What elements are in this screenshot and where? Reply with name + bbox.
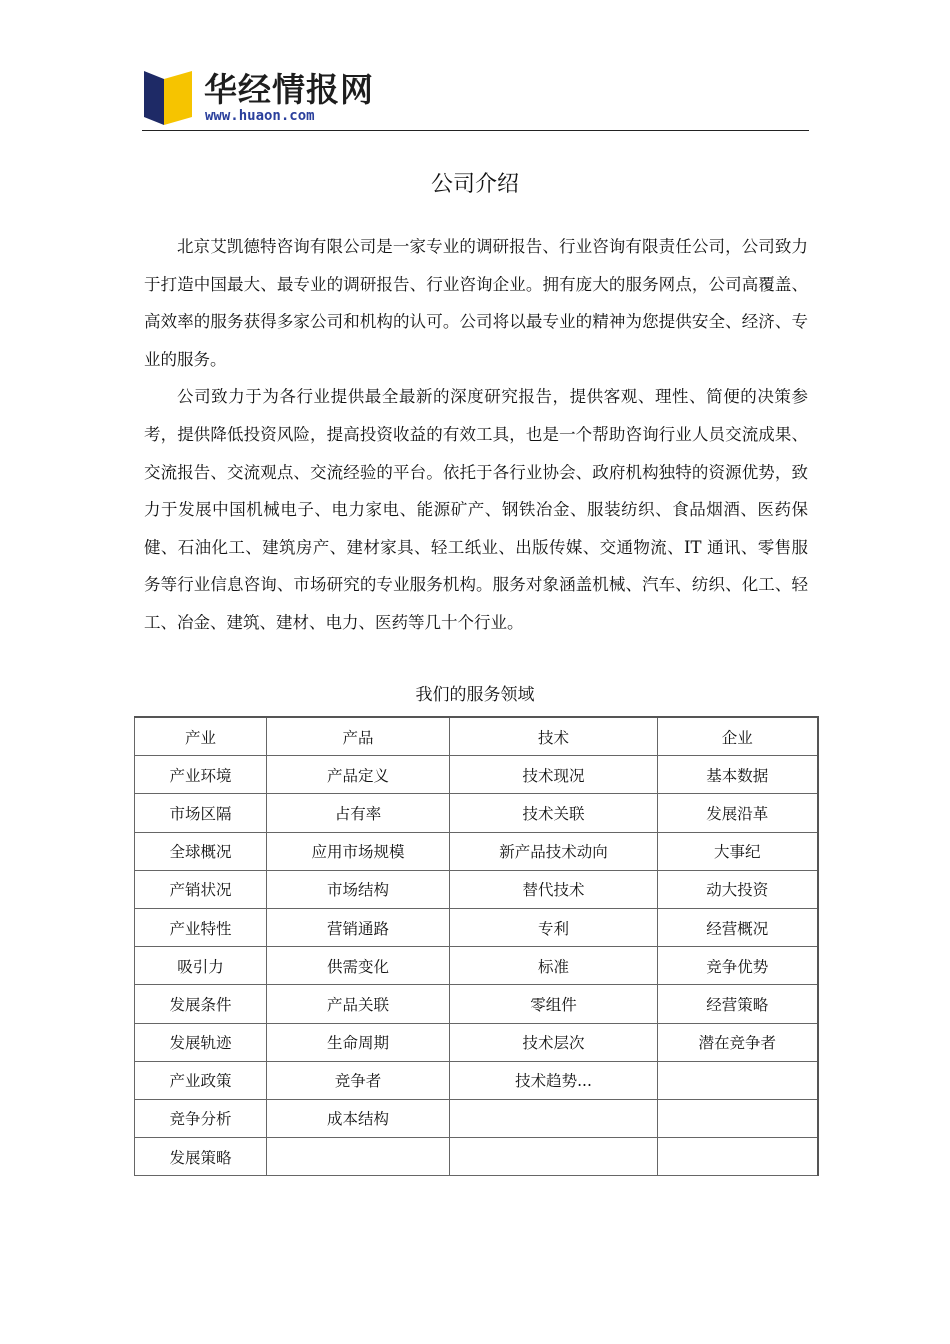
table-cell bbox=[658, 1138, 818, 1176]
logo-icon bbox=[144, 71, 192, 125]
table-header-row bbox=[135, 717, 818, 756]
table-row bbox=[135, 1061, 818, 1099]
table-cell: 新产品技术动向 bbox=[450, 832, 658, 870]
table-header-cell: 技术 bbox=[450, 717, 658, 756]
table-cell bbox=[658, 1061, 818, 1099]
paragraph-2: 公司致力于为各行业提供最全最新的深度研究报告，提供客观、理性、简便的决策参考，提供降低投资风险，提高投资收益的有效工具，也是一个帮助咨询行业人员交流成果、交流报告、交流观点、交流经验的平台。依托于各行业协会、政府机构独特的资源优势，致力于发展中国机械电子、电力家电、能源矿产、钢铁冶金、服装纺织、食品烟酒、医药保健、石油化工、建筑房产、建材家具、轻工纸业、出版传媒、交通物流、IT 通讯、零售服务等行业信息咨询、市场研究的专业服务机构。服务对象涵盖机械、汽车、纺织、化工、轻工、冶金、建筑、建材、电力、医药等几十个行业。 bbox=[144, 387, 808, 632]
table-cell: 产品定义 bbox=[267, 756, 450, 794]
table-cell: 经营概况 bbox=[658, 908, 818, 946]
table-cell: 吸引力 bbox=[135, 947, 267, 985]
table-row bbox=[135, 1138, 818, 1176]
table-cell: 发展策略 bbox=[135, 1138, 267, 1176]
paragraph-1: 北京艾凯德特咨询有限公司是一家专业的调研报告、行业咨询有限责任公司，公司致力于打造中国最大、最专业的调研报告、行业咨询企业。拥有庞大的服务网点，公司高覆盖、高效率的服务获得多家公司和机构的认可。公司将以最专业的精神为您提供安全、经济、专业的服务。 bbox=[144, 237, 808, 369]
table-cell: 产业环境 bbox=[135, 756, 267, 794]
table-header-cell: 产品 bbox=[267, 717, 450, 756]
table-row bbox=[135, 832, 818, 870]
table-cell: 零组件 bbox=[450, 985, 658, 1023]
document-header bbox=[142, 66, 809, 131]
table-row bbox=[135, 947, 818, 985]
table-cell: 生命周期 bbox=[267, 1023, 450, 1061]
table-cell: 竞争优势 bbox=[658, 947, 818, 985]
logo-url: www.huaon.com bbox=[205, 108, 315, 124]
table-cell: 产业特性 bbox=[135, 908, 267, 946]
table-cell: 成本结构 bbox=[267, 1099, 450, 1137]
table-header-cell: 产业 bbox=[135, 717, 267, 756]
table-cell bbox=[658, 1099, 818, 1137]
table-row bbox=[135, 985, 818, 1023]
table-cell: 市场区隔 bbox=[135, 794, 267, 832]
table-cell: 经营策略 bbox=[658, 985, 818, 1023]
table-row bbox=[135, 756, 818, 794]
table-cell: 全球概况 bbox=[135, 832, 267, 870]
table-cell: 动大投资 bbox=[658, 870, 818, 908]
table-cell: 产销状况 bbox=[135, 870, 267, 908]
table-cell: 应用市场规模 bbox=[267, 832, 450, 870]
table-row bbox=[135, 870, 818, 908]
table-row bbox=[135, 1099, 818, 1137]
table-cell: 技术趋势... bbox=[450, 1061, 658, 1099]
table-cell: 营销通路 bbox=[267, 908, 450, 946]
table-cell: 竞争分析 bbox=[135, 1099, 267, 1137]
table-cell: 竞争者 bbox=[267, 1061, 450, 1099]
table-cell: 产业政策 bbox=[135, 1061, 267, 1099]
logo-text: 华经情报网 bbox=[204, 70, 374, 109]
table-cell: 技术关联 bbox=[450, 794, 658, 832]
table-header-cell: 企业 bbox=[658, 717, 818, 756]
intro-text bbox=[144, 228, 808, 642]
table-cell: 发展沿革 bbox=[658, 794, 818, 832]
table-cell: 市场结构 bbox=[267, 870, 450, 908]
table-cell bbox=[267, 1138, 450, 1176]
table-cell: 专利 bbox=[450, 908, 658, 946]
table-row bbox=[135, 794, 818, 832]
page-title: 公司介绍 bbox=[430, 172, 519, 197]
table-cell: 供需变化 bbox=[267, 947, 450, 985]
table-cell bbox=[450, 1099, 658, 1137]
table-cell: 潜在竞争者 bbox=[658, 1023, 818, 1061]
table-cell: 标准 bbox=[450, 947, 658, 985]
table-caption: 我们的服务领域 bbox=[415, 685, 535, 705]
table-cell: 技术层次 bbox=[450, 1023, 658, 1061]
table-cell: 技术现况 bbox=[450, 756, 658, 794]
table-cell bbox=[450, 1138, 658, 1176]
table-cell: 替代技术 bbox=[450, 870, 658, 908]
table-cell: 产品关联 bbox=[267, 985, 450, 1023]
service-table bbox=[134, 716, 819, 1176]
table-cell: 发展条件 bbox=[135, 985, 267, 1023]
table-cell: 基本数据 bbox=[658, 756, 818, 794]
table-cell: 大事纪 bbox=[658, 832, 818, 870]
table-cell: 发展轨迹 bbox=[135, 1023, 267, 1061]
table-cell: 占有率 bbox=[267, 794, 450, 832]
table-row bbox=[135, 908, 818, 946]
table-row bbox=[135, 1023, 818, 1061]
